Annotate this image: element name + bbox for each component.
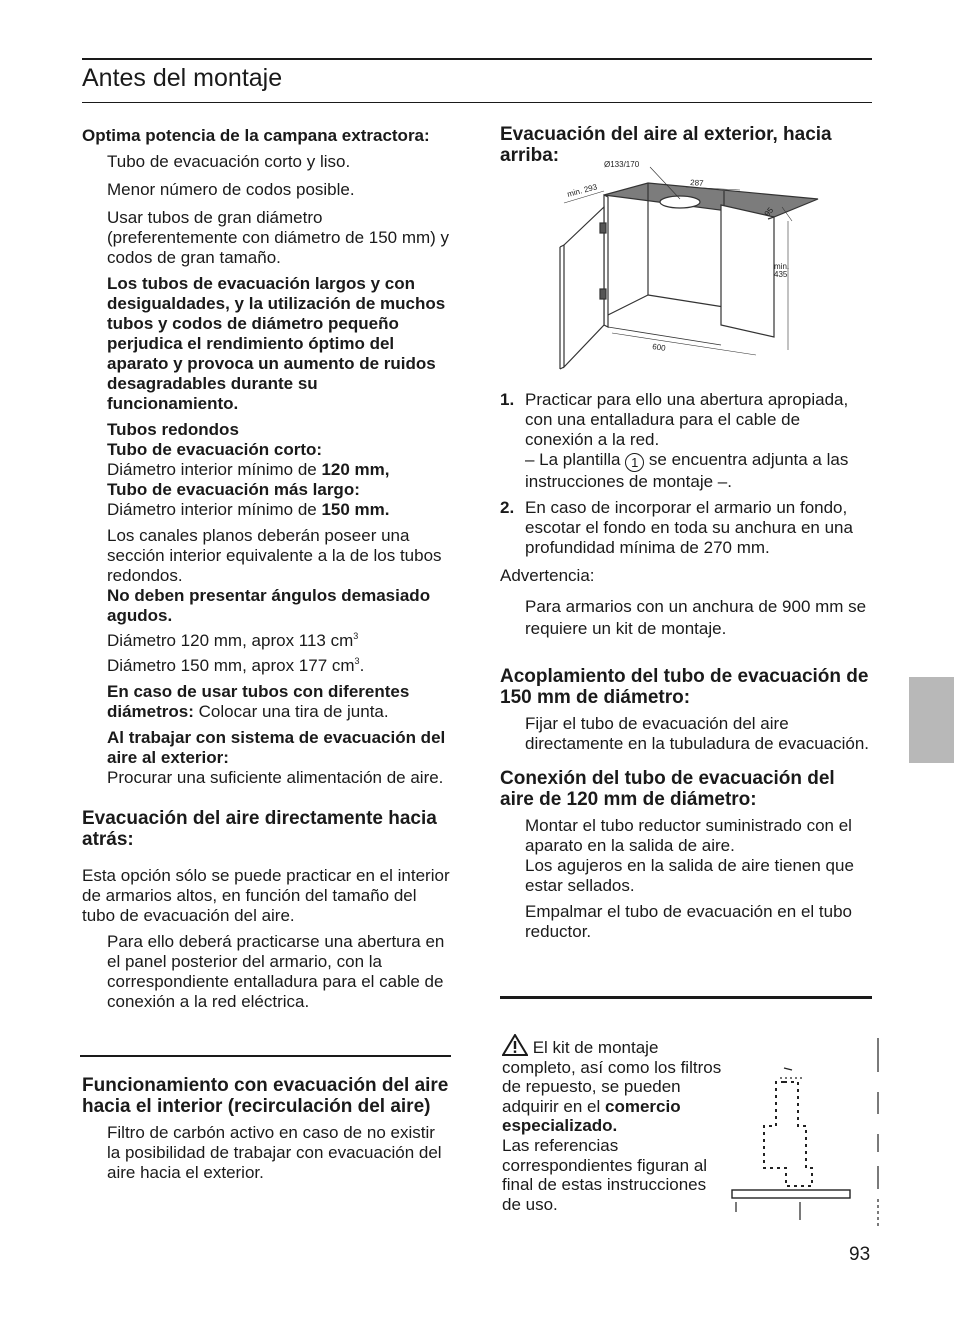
- diametro-120: [107, 626, 452, 651]
- optima-item-3: Usar tubos de gran diámetro (preferentemente con diámetro de 150 mm) y codos de gran tamaño.: [107, 208, 450, 267]
- dim-287: 287: [689, 178, 704, 188]
- recirculacion-section: [82, 1075, 452, 1183]
- arriba-heading: Evacuación del aire al exterior, hacia arriba:: [500, 124, 832, 166]
- dim-min-435-b: 435: [774, 270, 788, 279]
- dim-min-435-a: min.: [774, 262, 790, 271]
- kit-text-1: El kit de montaje completo, así como los filtros de repuesto, se pueden adquirir en el: [502, 1038, 722, 1116]
- page-title: Antes del montaje: [82, 64, 283, 92]
- atras-text-2: Para ello deberá practicarse una abertura en el panel posterior del armario, con la correspondiente entalladura para el cable de conexión a la red eléctrica.: [107, 932, 445, 1011]
- tubo-largo-value: 150 mm.: [321, 500, 390, 519]
- advertencia-text: Para armarios con un anchura de 900 mm se requiere un kit de montaje.: [525, 597, 867, 638]
- diametro-150-text: Diámetro 150 mm, aprox 177 cm: [107, 656, 355, 675]
- diferentes-bold: En caso de usar tubos con diferentes diámetros:: [107, 682, 410, 721]
- warning-icon: [502, 1034, 528, 1056]
- right-section-rule: [500, 996, 872, 999]
- page-number: 93: [849, 1244, 871, 1265]
- optima-item-2: Menor número de codos posible.: [107, 180, 355, 199]
- step-2: [500, 498, 872, 558]
- tubo-largo-desc: Diámetro interior mínimo de: [107, 500, 322, 519]
- atras-heading: Evacuación del aire directamente hacia atrás:: [82, 808, 437, 850]
- step-1-number: 1.: [500, 390, 515, 409]
- header-bottom-rule: [82, 102, 872, 103]
- diametro-150: [107, 651, 452, 676]
- sistema-exterior-text: Procurar una suficiente alimentación de aire.: [107, 768, 444, 787]
- acoplamiento-heading: Acoplamiento del tubo de evacuación de 150 mm de diámetro:: [500, 666, 869, 708]
- left-column: [82, 126, 452, 1012]
- cabinet-diagram: [556, 155, 824, 370]
- header-top-rule: [82, 58, 872, 60]
- cabinet-door: [564, 207, 604, 367]
- tubo-largo-label: Tubo de evacuación más largo:: [107, 480, 360, 499]
- step-1: [500, 390, 872, 492]
- kit-note-paragraph: [502, 1034, 724, 1136]
- kit-text-bold: comercio especializado.: [502, 1096, 681, 1136]
- step-1-text: Practicar para ello una abertura apropiada, con una entalladura para el cable de conexión a la red.: [525, 390, 849, 449]
- tubos-redondos-label: Tubos redondos: [107, 420, 239, 439]
- optima-item-1: Tubo de evacuación corto y liso.: [107, 152, 351, 171]
- optima-heading: Optima potencia de la campana extractora:: [82, 126, 430, 145]
- diametro-120-text: Diámetro 120 mm, aprox 113 cm: [107, 631, 354, 650]
- advertencia-label: Advertencia:: [500, 566, 595, 585]
- right-column-steps: [500, 390, 872, 942]
- exhaust-opening: [660, 196, 700, 208]
- dim-95: 95: [762, 205, 776, 219]
- section-thumb-tab: [909, 677, 954, 763]
- tubo-corto-text: [107, 460, 452, 480]
- dim-600: 600: [651, 342, 667, 353]
- tubo-corto-desc: Diámetro interior mínimo de: [107, 460, 322, 479]
- step-2-text: En caso de incorporar el armario un fondo, escotar el fondo en toda su anchura en una profundidad mínima de 270 mm.: [525, 498, 853, 557]
- diferentes-diametros: [107, 682, 452, 722]
- conexion-text-2: Los agujeros en la salida de aire tienen que estar sellados.: [525, 856, 854, 895]
- cabinet-right-side: [721, 205, 774, 337]
- acoplamiento-text: Fijar el tubo de evacuación del aire directamente en la tubuladura de evacuación.: [525, 714, 870, 753]
- angulos-warning: No deben presentar ángulos demasiado agudos.: [107, 586, 431, 625]
- left-section-rule: [80, 1055, 451, 1057]
- kit-note: [502, 1034, 724, 1214]
- hood-installation-sketch: [726, 1034, 886, 1229]
- conexion-text-1: Montar el tubo reductor suministrado con el aparato en la salida de aire.: [525, 816, 852, 855]
- diferentes-text: Colocar una tira de junta.: [193, 702, 389, 721]
- step-1-note: [525, 450, 872, 492]
- tubo-corto-label: Tubo de evacuación corto:: [107, 440, 323, 459]
- conexion-text-3: Empalmar el tubo de evacuación en el tubo reductor.: [525, 902, 852, 941]
- tubo-largo-text: [107, 500, 452, 520]
- template-number-icon: 1: [625, 453, 644, 472]
- recirculacion-heading: Funcionamiento con evacuación del aire hacia el interior (recirculación del aire): [82, 1075, 449, 1117]
- recirculacion-text: Filtro de carbón activo en caso de no existir la posibilidad de trabajar con evacuación del aire hacia el exterior.: [107, 1123, 442, 1182]
- conexion-heading: Conexión del tubo de evacuación del aire de 120 mm de diámetro:: [500, 768, 835, 810]
- step-1-note-b: se encuentra adjunta a las instrucciones de montaje –.: [525, 450, 849, 491]
- dim-diameter: Ø133/170: [604, 160, 640, 169]
- superscript-3: 3: [353, 631, 359, 641]
- kit-text-2: Las referencias correspondientes figuran al final de estas instrucciones de uso.: [502, 1135, 708, 1214]
- step-2-number: 2.: [500, 498, 515, 517]
- canales-planos-text: Los canales planos deberán poseer una sección interior equivalente a la de los tubos redondos.: [107, 526, 442, 585]
- tubo-corto-value: 120 mm,: [321, 460, 390, 479]
- period: .: [359, 656, 365, 675]
- step-1-note-a: – La plantilla: [525, 450, 626, 469]
- atras-text-1: Esta opción sólo se puede practicar en el interior de armarios altos, en función del tamaño del tubo de evacuación del aire.: [82, 866, 450, 925]
- dim-min-293: min. 293: [566, 182, 599, 199]
- optima-warning: Los tubos de evacuación largos y con desigualdades, y la utilización de muchos tubos y codos de diámetro pequeño perjudica el rendimiento óptimo del aparato y provoca un aumento de ruidos desagradables durante su funcionamiento.: [107, 274, 446, 413]
- sistema-exterior-label: Al trabajar con sistema de evacuación del aire al exterior:: [107, 728, 446, 767]
- superscript-3: 3: [354, 656, 360, 666]
